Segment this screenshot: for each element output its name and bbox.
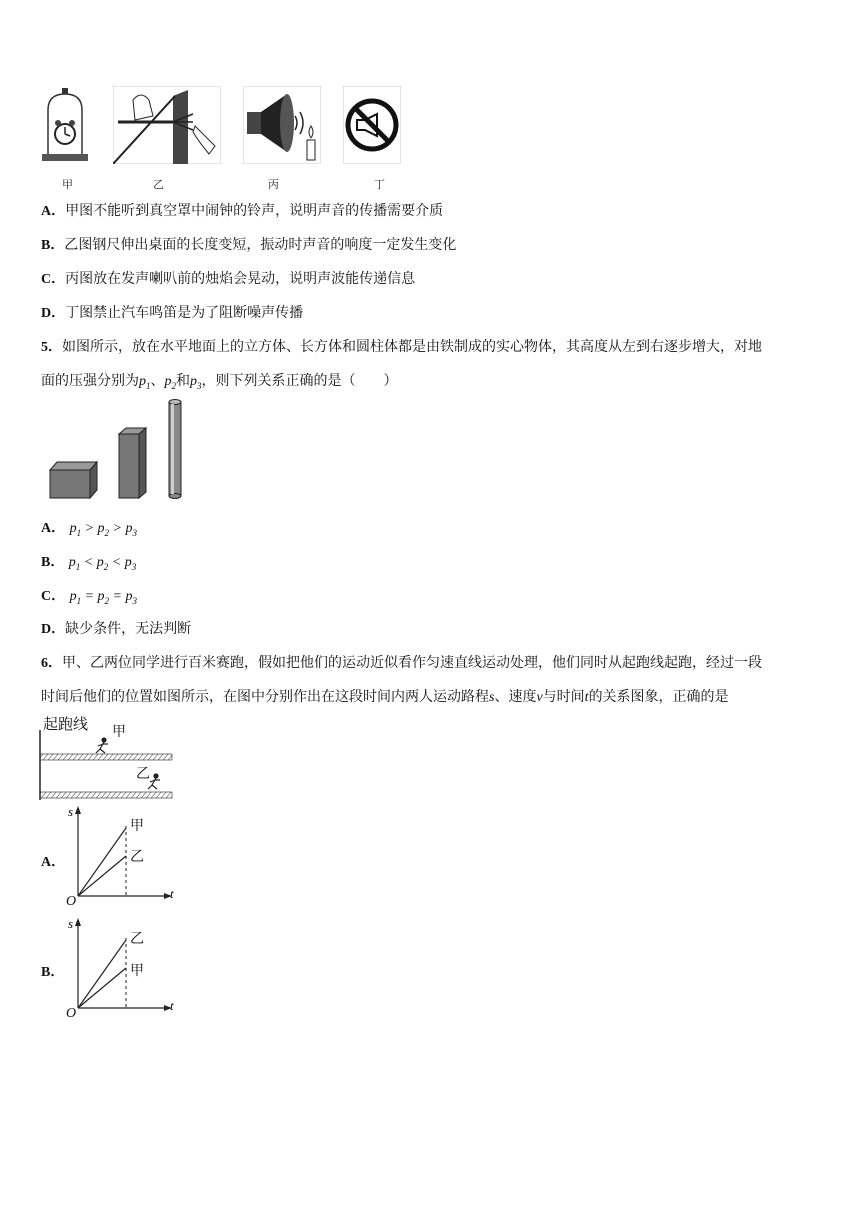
option-letter: B．	[41, 965, 65, 980]
stem-text: ，则下列关系正确的是（ ）	[201, 373, 398, 389]
option-letter: D．	[41, 622, 66, 637]
line-label-lower: 乙	[130, 849, 144, 865]
sub-1: 1	[146, 380, 151, 391]
graph-option-b	[62, 916, 182, 1024]
caption-ding: 丁	[374, 178, 385, 191]
q6-stem-line2	[41, 687, 729, 708]
start-line-label: 起跑线	[43, 715, 89, 733]
var-t: t	[584, 690, 589, 705]
speaker-icon	[243, 86, 321, 164]
figure-no-horn-sign	[343, 86, 401, 164]
stem-text: 如图所示，放在水平地面上的立方体、长方体和圆柱体都是由铁制成的实心物体，其高度从左到右逐步增大，对地	[62, 339, 762, 355]
option-text: 甲图不能听到真空罩中闹钟的铃声，说明声音的传播需要介质	[65, 203, 444, 219]
line-label-upper: 乙	[130, 931, 144, 947]
axis-label-s: s	[68, 916, 74, 931]
sub-3: 3	[197, 380, 202, 391]
var-v: v	[536, 690, 543, 705]
figure-iron-solids	[45, 398, 190, 502]
option-text: 缺少条件，无法判断	[65, 621, 192, 637]
option-expression: $p_1 = p_2 = p_3$	[69, 589, 137, 606]
axis-label-s: s	[68, 804, 74, 819]
option-text: 丁图禁止汽车鸣笛是为了阻断噪声传播	[65, 305, 304, 321]
line-label-upper: 甲	[130, 818, 144, 834]
bell-jar-icon	[40, 86, 90, 164]
var-p: p	[139, 374, 146, 389]
origin-label: O	[66, 1006, 77, 1021]
q5-option-c	[41, 586, 137, 611]
st-graph-a	[62, 804, 182, 912]
axis-label-t: t	[170, 998, 174, 1013]
var-s: s	[489, 690, 495, 705]
runner-yi-label: 乙	[136, 766, 150, 782]
option-letter: A．	[41, 204, 66, 219]
st-graph-b	[62, 916, 182, 1024]
q5-option-a	[41, 518, 137, 543]
q6-option-b-letter	[41, 962, 64, 983]
stem-text: 时间后他们的位置如图所示，在图中分别作出在这段时间内两人运动路程	[41, 689, 489, 705]
option-letter: B．	[41, 555, 65, 570]
caption-yi: 乙	[153, 178, 164, 191]
no-horn-sign-icon	[343, 86, 401, 164]
option-expression: $p_1 > p_2 > p_3$	[69, 521, 137, 538]
steel-ruler-icon	[113, 86, 221, 164]
graph-option-a	[62, 804, 182, 912]
stem-text: 的关系图象，正确的是	[588, 689, 729, 705]
option-letter: B．	[41, 238, 65, 253]
option-text: 乙图钢尺伸出桌面的长度变短，振动时声音的响度一定发生变化	[64, 237, 457, 253]
stem-text: 与时间	[542, 689, 585, 705]
q5-stem-line2	[41, 371, 398, 397]
option-expression: $p_1 < p_2 < p_3$	[68, 555, 137, 572]
q4-option-c	[41, 269, 415, 290]
q4-option-b	[41, 235, 456, 256]
q5-option-b	[41, 552, 136, 577]
stem-text: 面的压强分别为	[41, 373, 139, 389]
figure-bell-jar	[40, 86, 90, 164]
runner-jia-label: 甲	[112, 724, 126, 740]
var-p: p	[164, 374, 172, 389]
origin-label: O	[66, 894, 77, 909]
option-text: 丙图放在发声喇叭前的烛焰会晃动，说明声波能传递信息	[65, 271, 416, 287]
q6-stem-line1	[41, 653, 762, 674]
caption-jia: 甲	[62, 178, 73, 191]
figure-steel-ruler	[113, 86, 221, 164]
option-letter: A．	[41, 855, 66, 870]
caption-bing: 丙	[268, 178, 279, 191]
stem-text: 、速度	[494, 689, 537, 705]
question-number: 6．	[41, 656, 62, 671]
separator: 、	[150, 373, 165, 389]
q5-option-d	[41, 619, 191, 640]
q4-option-a	[41, 201, 443, 222]
option-letter: C．	[41, 272, 66, 287]
option-letter: C．	[41, 589, 66, 604]
option-letter: D．	[41, 306, 66, 321]
q4-option-d	[41, 303, 303, 324]
question-number: 5．	[41, 340, 62, 355]
q5-stem-line1	[41, 337, 762, 358]
axis-label-t: t	[170, 886, 174, 901]
var-p: p	[190, 374, 197, 389]
sub-2: 2	[171, 380, 176, 391]
and-text: 和	[176, 373, 190, 389]
option-letter: A．	[41, 521, 66, 536]
stem-text: 甲、乙两位同学进行百米赛跑，假如把他们的运动近似看作匀速直线运动处理，他们同时从起跑线起跑，经过一段	[62, 655, 762, 671]
line-label-lower: 甲	[130, 963, 144, 979]
figure-speaker-candle	[243, 86, 321, 164]
solids-icon	[45, 398, 190, 502]
